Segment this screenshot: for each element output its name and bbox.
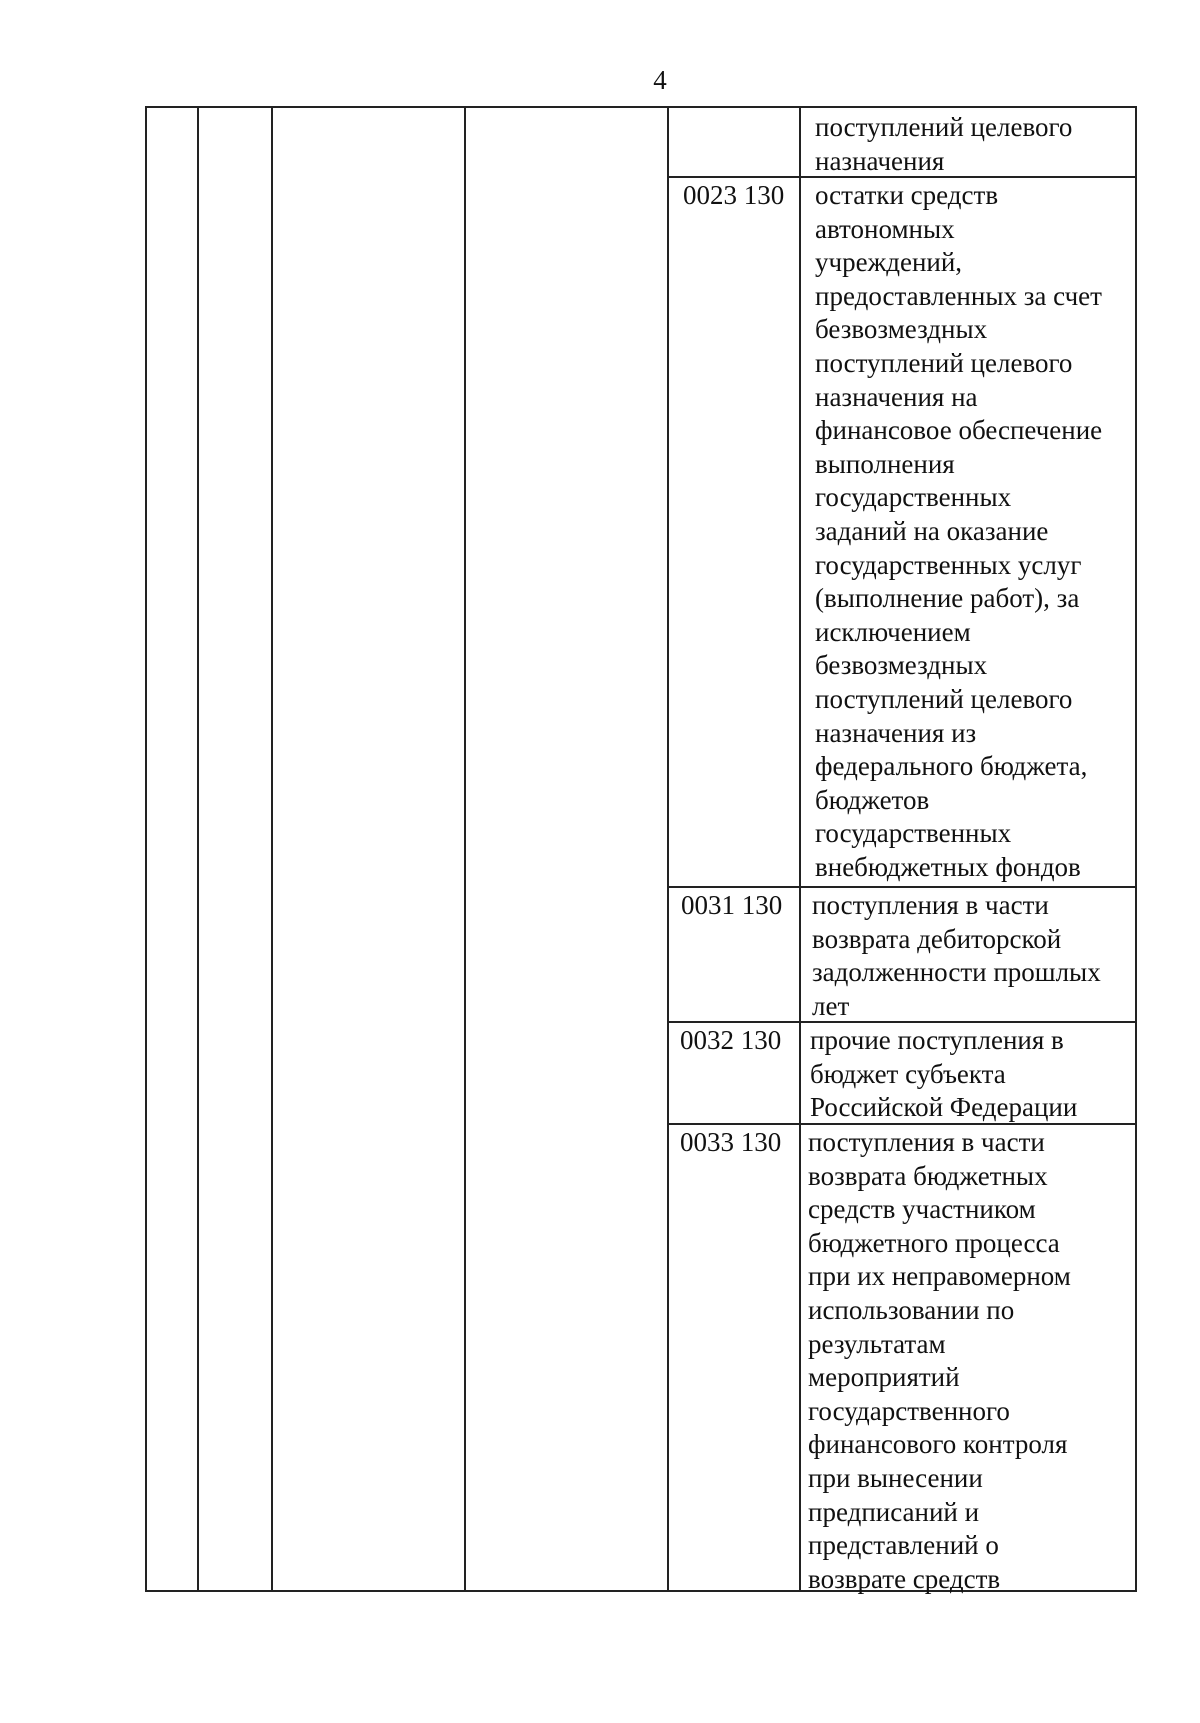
table-row-code: 0023 130 xyxy=(683,180,785,210)
table-row-code: 0031 130 xyxy=(681,890,783,920)
table-row-description: поступлений целевого назначения xyxy=(815,112,1073,176)
table-row-description: остатки средств автономных учреждений, предоставленных за счет безвозмездных поступлений целевого назначения на финансовое обеспечение выполнения государственных заданий на оказание государственных услуг (выполнение работ), за исключением безвозмездных поступлений целевого назначения из федерального бюджета, бюджетов государственных внебюджетных фондов xyxy=(815,180,1103,882)
row-divider xyxy=(667,886,1137,888)
table-row-code: 0032 130 xyxy=(680,1025,782,1055)
column-divider-2 xyxy=(271,106,273,1592)
table-row-description: поступления в части возврата дебиторской задолженности прошлых лет xyxy=(812,890,1101,1021)
column-divider-4 xyxy=(667,106,669,1592)
page-number: 4 xyxy=(653,65,667,95)
table-row-description: прочие поступления в бюджет субъекта Российской Федерации xyxy=(810,1025,1078,1123)
table-row-description: поступления в части возврата бюджетных средств участником бюджетного процесса при их неправомерном использовании по результатам мероприятий государственного финансового контроля при вынесении предписаний и представлений о возврате средств xyxy=(808,1127,1071,1594)
column-divider-3 xyxy=(464,106,466,1592)
column-divider-1 xyxy=(197,106,199,1592)
table-row-code: 0033 130 xyxy=(680,1127,782,1157)
column-divider-5 xyxy=(799,106,801,1592)
